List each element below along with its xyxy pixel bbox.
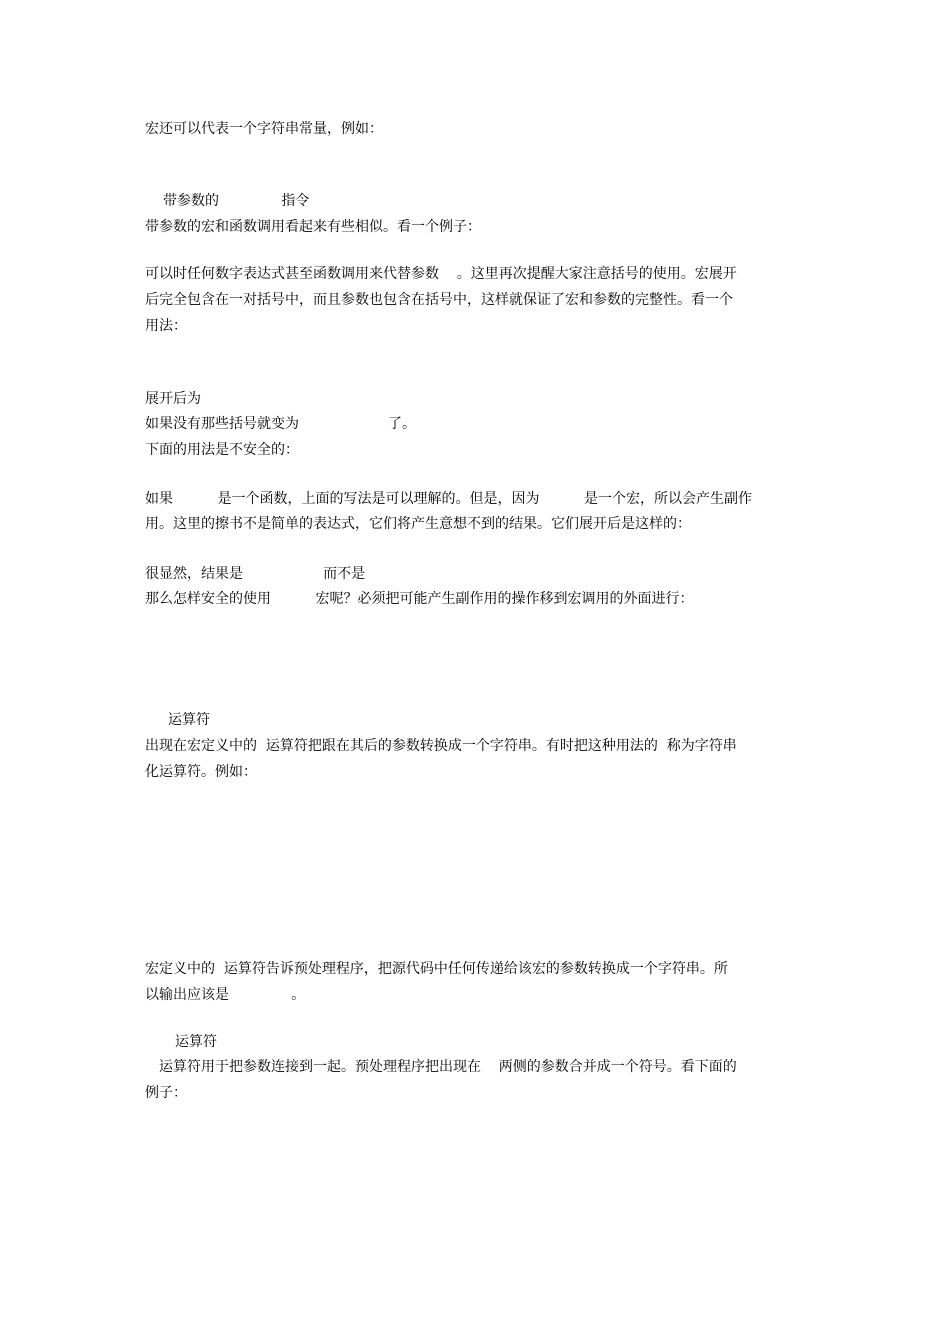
text-line: 很显然，结果是 而不是 <box>145 566 366 582</box>
text-line: 展开后为 <box>145 391 201 407</box>
section-heading: 运算符 <box>168 712 210 728</box>
text-line: 运算符用于把参数连接到一起。预处理程序把出现在 两侧的参数合并成一个符号。看下面的 <box>159 1059 737 1075</box>
text-line: 下面的用法是不安全的： <box>145 442 299 458</box>
text-line: 那么怎样安全的使用 宏呢？必须把可能产生副作用的操作移到宏调用的外面进行： <box>145 591 694 607</box>
text-line: 可以时任何数字表达式甚至函数调用来代替参数 。这里再次提醒大家注意括号的使用。宏展开 <box>145 266 737 282</box>
text-line: 如果 是一个函数，上面的写法是可以理解的。但是，因为 是一个宏，所以会产生副作 <box>145 491 753 507</box>
text-line: 后完全包含在一对括号中，而且参数也包含在括号中，这样就保证了宏和参数的完整性。看一个 <box>145 292 733 308</box>
text-line: 化运算符。例如： <box>145 764 257 780</box>
text-line: 宏还可以代表一个字符串常量，例如： <box>145 121 383 137</box>
text-line: 如果没有那些括号就变为 了。 <box>145 416 417 432</box>
section-heading: 带参数的 指令 <box>163 193 310 209</box>
text-line: 用。这里的擦书不是简单的表达式，它们将产生意想不到的结果。它们展开后是这样的： <box>145 516 691 532</box>
text-line: 例子： <box>145 1085 187 1101</box>
text-line: 出现在宏定义中的 运算符把跟在其后的参数转换成一个字符串。有时把这种用法的 称为字符串 <box>145 738 737 754</box>
text-line: 以输出应该是 。 <box>145 987 306 1003</box>
section-heading: 运算符 <box>175 1034 217 1050</box>
text-line: 用法： <box>145 318 187 334</box>
text-line: 宏定义中的 运算符告诉预处理程序，把源代码中任何传递给该宏的参数转换成一个字符串。所 <box>145 961 728 977</box>
text-line: 带参数的宏和函数调用看起来有些相似。看一个例子： <box>145 219 481 235</box>
